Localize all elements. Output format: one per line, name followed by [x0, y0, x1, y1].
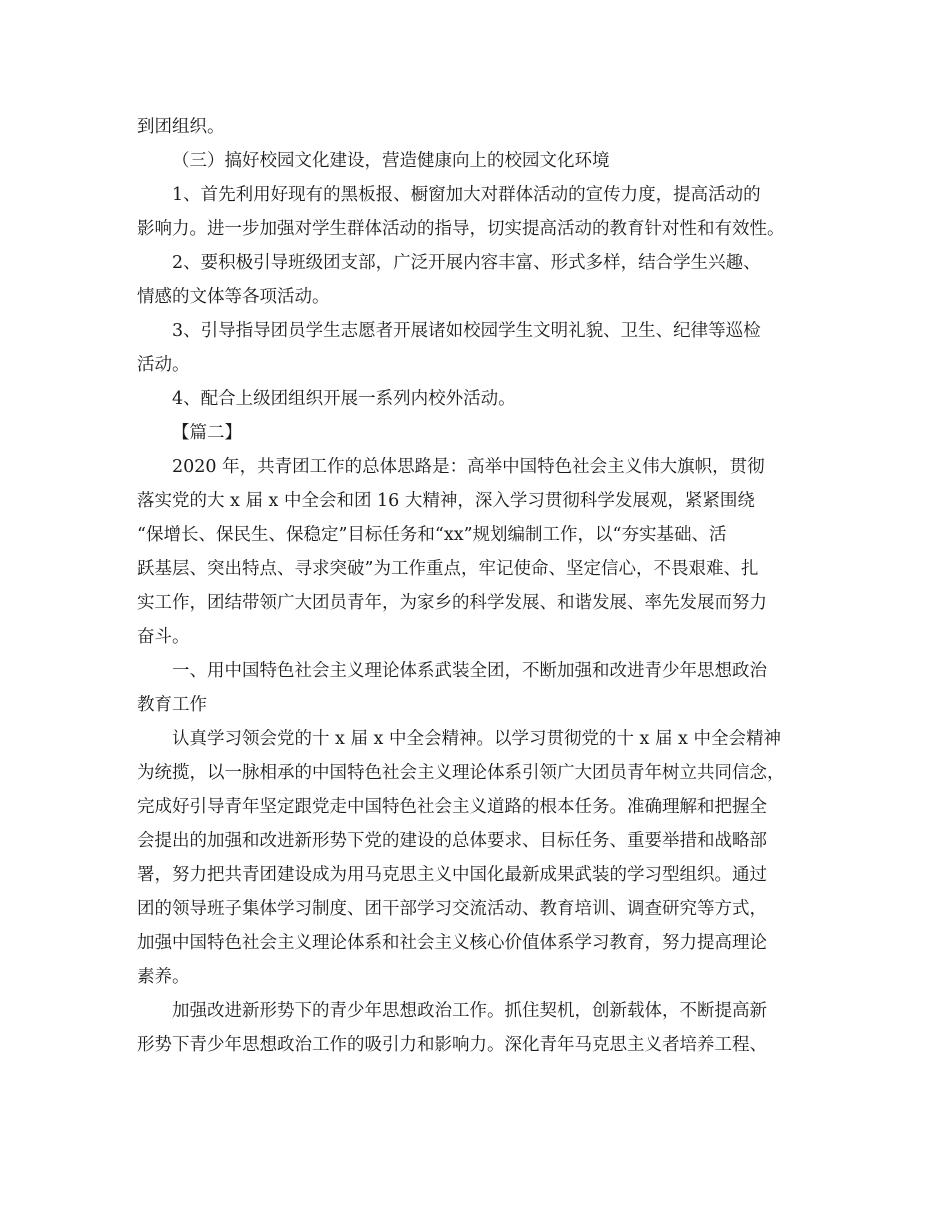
text-line: 4、配合上级团组织开展一系列内校外活动。 [172, 389, 516, 409]
text-line: 形势下青少年思想政治工作的吸引力和影响力。深化青年马克思主义者培养工程、 [137, 1035, 767, 1055]
text-line: 影响力。进一步加强对学生群体活动的指导，切实提高活动的教育针对性和有效性。 [137, 219, 785, 239]
text-line: 完成好引导青年坚定跟党走中国特色社会主义道路的根本任务。准确理解和把握全 [137, 797, 767, 817]
text-line: 跃基层、突出特点、寻求突破”为工作重点，牢记使命、坚定信心，不畏艰难、扎 [137, 559, 759, 579]
text-line: 【篇二】 [172, 423, 242, 443]
text-line: 认真学习领会党的十 x 届 x 中全会精神。以学习贯彻党的十 x 届 x 中全会精神 [172, 729, 781, 749]
text-line: 落实党的大 x 届 x 中全会和团 16 大精神，深入学习贯彻科学发展观，紧紧围绕 [137, 491, 755, 511]
text-line: 署，努力把共青团建设成为用马克思主义中国化最新成果武装的学习型组织。通过 [137, 865, 767, 885]
text-line: 为统揽，以一脉相承的中国特色社会主义理论体系引领广大团员青年树立共同信念， [137, 763, 785, 783]
text-line: 活动。 [137, 355, 190, 375]
text-line: “保增长、保民生、保稳定”目标任务和“xx”规划编制工作，以“夯实基础、活 [137, 525, 727, 545]
text-line: 2、要积极引导班级团支部，广泛开展内容丰富、形式多样，结合学生兴趣、 [172, 253, 761, 273]
text-line: 2020 年，共青团工作的总体思路是：高举中国特色社会主义伟大旗帜，贯彻 [172, 457, 765, 477]
text-line: 团的领导班子集体学习制度、团干部学习交流活动、教育培训、调查研究等方式， [137, 899, 767, 919]
text-line: 情感的文体等各项活动。 [137, 287, 330, 307]
text-line: 会提出的加强和改进新形势下党的建设的总体要求、目标任务、重要举措和战略部 [137, 831, 767, 851]
text-line: （三）搞好校园文化建设，营造健康向上的校园文化环境 [172, 151, 610, 171]
text-line: 教育工作 [137, 695, 207, 715]
document-body [137, 110, 817, 1062]
text-line: 加强改进新形势下的青少年思想政治工作。抓住契机，创新载体，不断提高新 [172, 1001, 767, 1021]
text-line: 到团组织。 [137, 117, 225, 137]
text-line: 一、用中国特色社会主义理论体系武装全团，不断加强和改进青少年思想政治 [172, 661, 767, 681]
text-line: 加强中国特色社会主义理论体系和社会主义核心价值体系学习教育，努力提高理论 [137, 933, 767, 953]
text-line: 1、首先利用好现有的黑板报、橱窗加大对群体活动的宣传力度，提高活动的 [172, 185, 761, 205]
text-line: 3、引导指导团员学生志愿者开展诸如校园学生文明礼貌、卫生、纪律等巡检 [172, 321, 761, 341]
text-line: 实工作，团结带领广大团员青年，为家乡的科学发展、和谐发展、率先发展而努力 [137, 593, 767, 613]
text-line: 素养。 [137, 967, 190, 987]
text-line: 奋斗。 [137, 627, 190, 647]
